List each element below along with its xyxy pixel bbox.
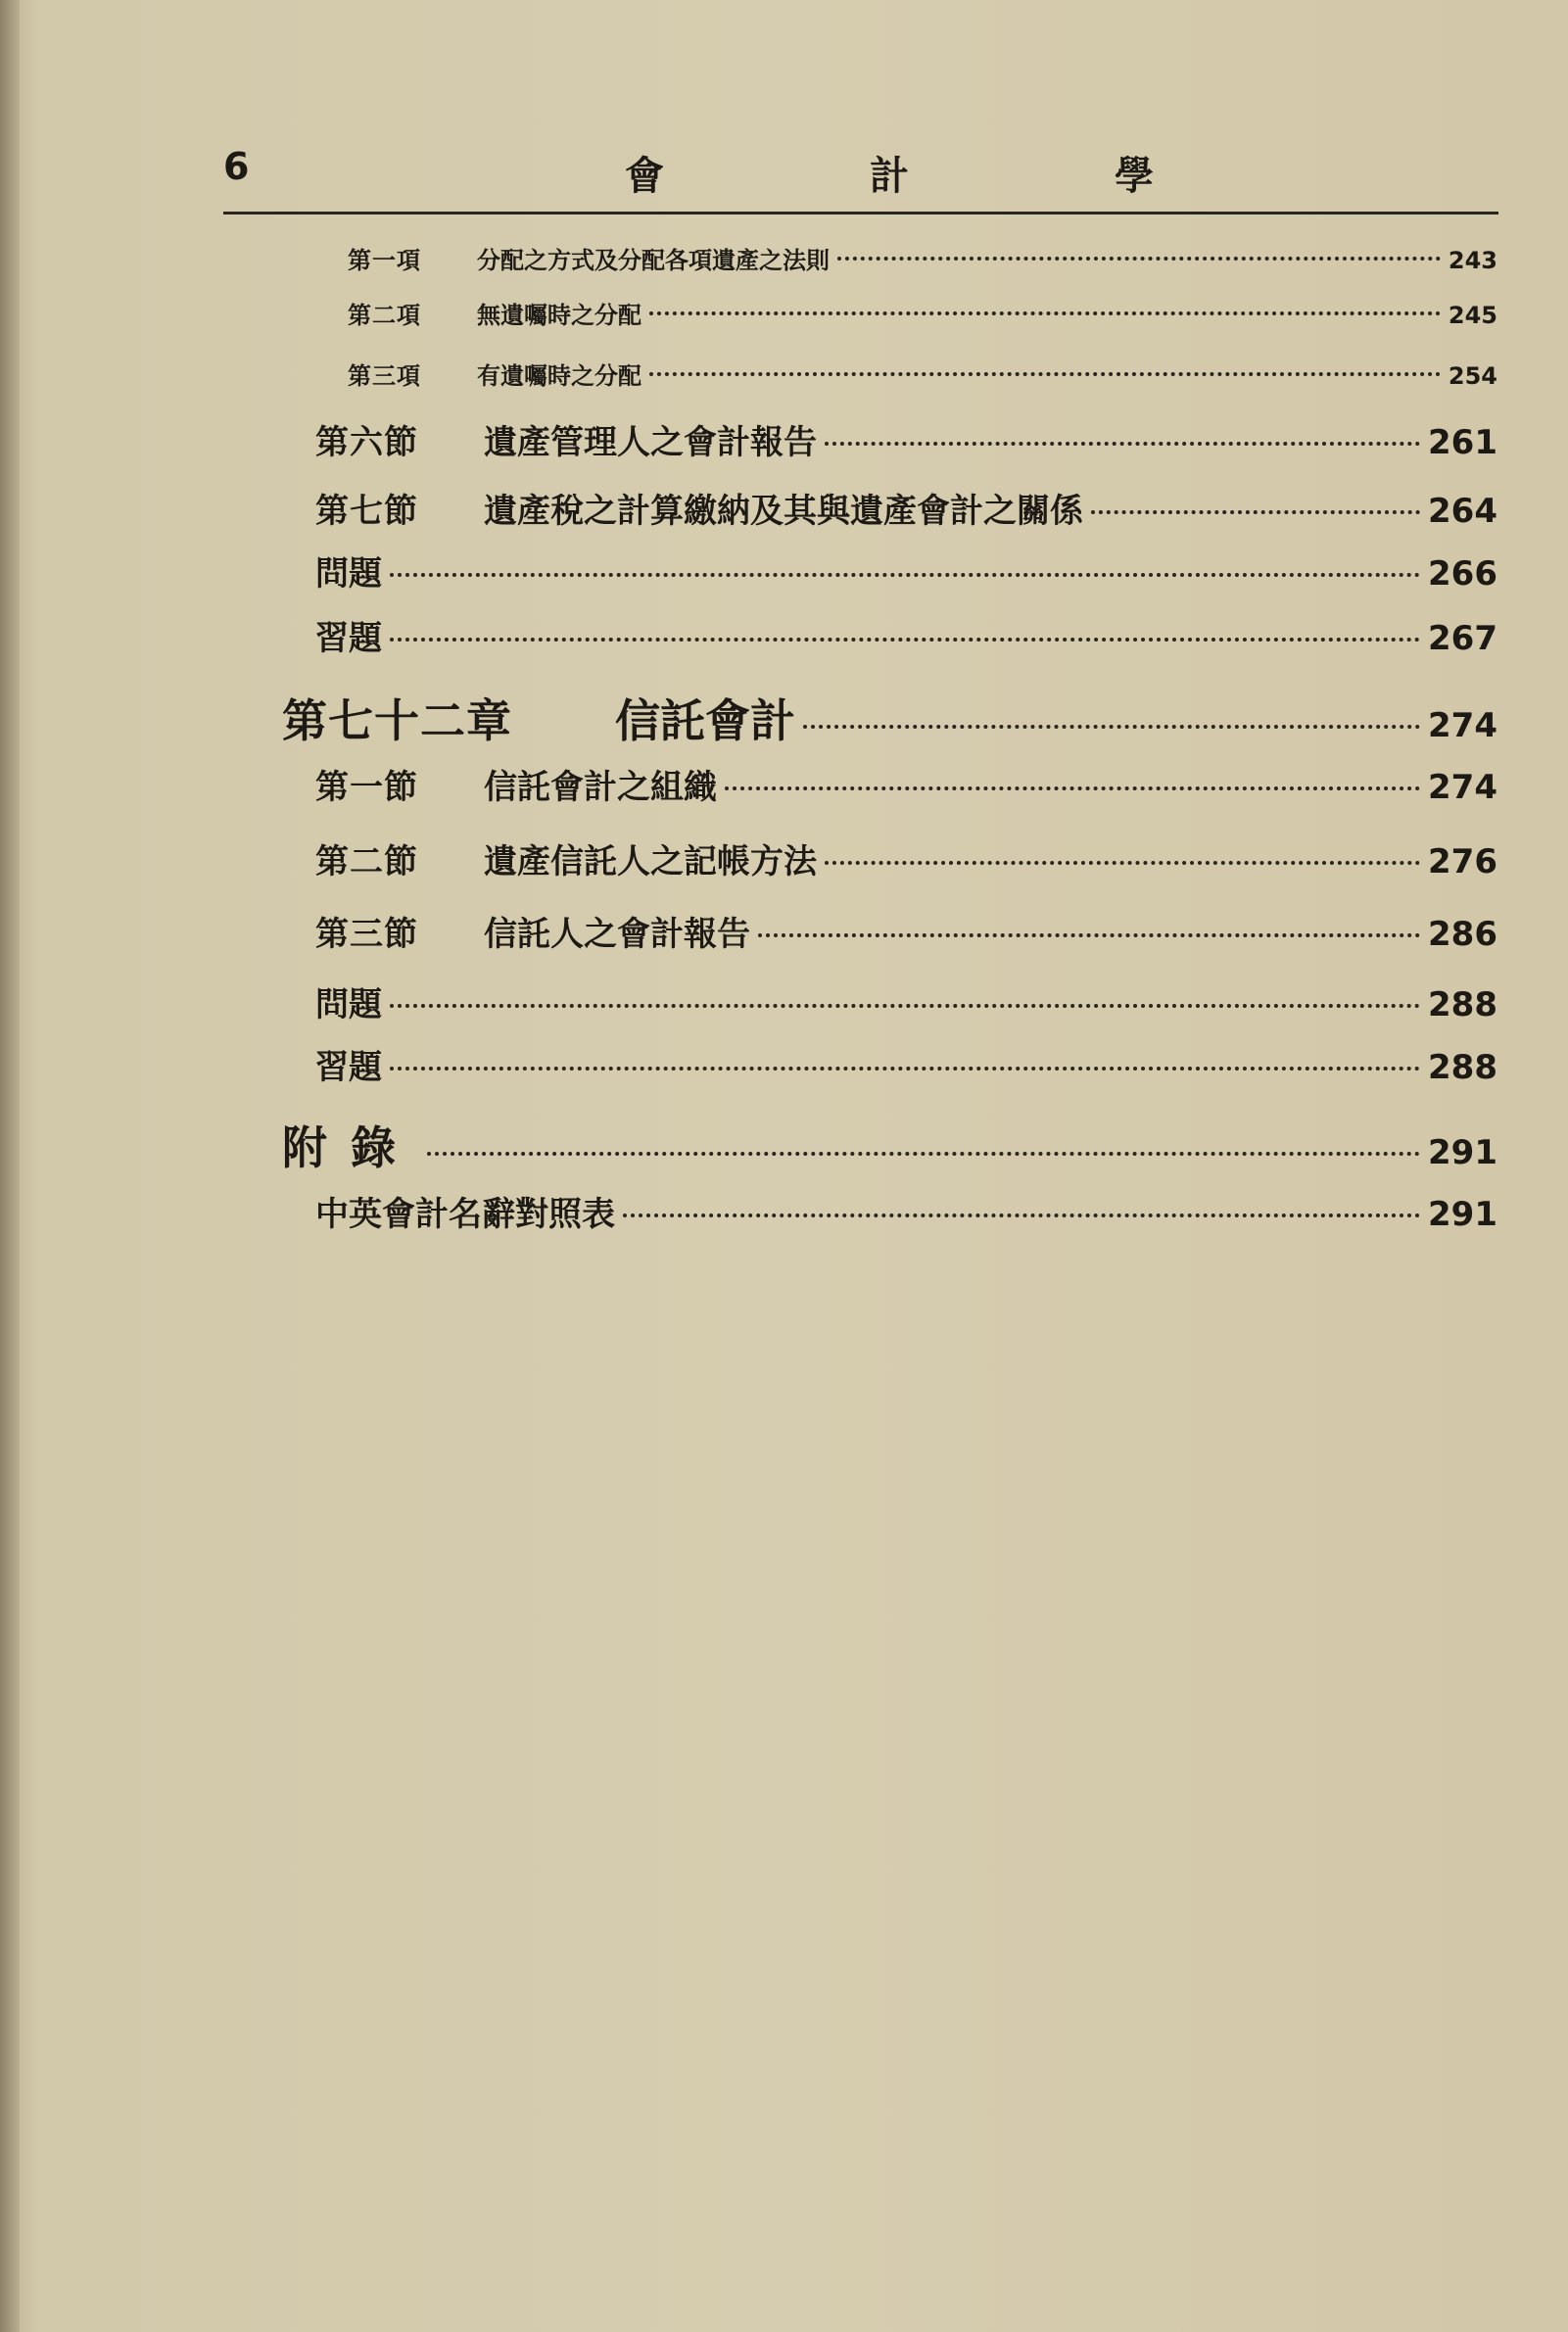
toc-subsection-entry xyxy=(348,241,1497,275)
entry-page: 276 xyxy=(1428,842,1497,881)
entry-title: 信託會計 xyxy=(615,694,795,747)
entry-title: 有遺囑時之分配 xyxy=(477,361,641,390)
dot-leader xyxy=(390,573,1420,577)
entry-title: 問題 xyxy=(315,985,382,1024)
running-title xyxy=(625,145,1154,201)
dot-leader xyxy=(649,372,1441,376)
entry-page: 288 xyxy=(1428,1048,1497,1087)
toc-section-entry xyxy=(315,760,1497,808)
entry-number: 第三節 xyxy=(315,915,418,954)
dot-leader xyxy=(803,725,1420,729)
entry-number: 第二項 xyxy=(348,301,421,329)
toc-section-entry xyxy=(315,907,1497,955)
entry-title: 習題 xyxy=(315,1048,382,1087)
entry-page: 243 xyxy=(1448,247,1497,274)
dot-leader xyxy=(427,1152,1420,1156)
entry-number: 第一節 xyxy=(315,768,418,807)
dot-leader xyxy=(390,1004,1420,1008)
entry-title: 問題 xyxy=(315,554,382,594)
entry-title: 中英會計名辭對照表 xyxy=(315,1195,615,1234)
entry-number: 第七十二章 xyxy=(282,694,512,747)
toc-chapter-entry xyxy=(282,686,1497,750)
dot-leader xyxy=(725,786,1420,790)
toc-section-entry xyxy=(315,415,1497,463)
toc-entry-questions xyxy=(315,977,1497,1025)
toc-subsection-entry xyxy=(348,296,1497,330)
entry-number: 第七節 xyxy=(315,492,418,531)
entry-page: 274 xyxy=(1428,768,1497,807)
entry-title: 信託會計之組織 xyxy=(484,768,717,807)
entry-page: 266 xyxy=(1428,554,1497,594)
toc-section-entry xyxy=(315,834,1497,882)
dot-leader xyxy=(390,638,1420,642)
entry-number: 第六節 xyxy=(315,423,418,462)
entry-title: 遺產信託人之記帳方法 xyxy=(484,842,817,881)
entry-page: 261 xyxy=(1428,423,1497,462)
toc-section-entry xyxy=(315,484,1497,532)
page-number: 6 xyxy=(223,145,250,188)
entry-page: 267 xyxy=(1428,619,1497,658)
toc-glossary-entry xyxy=(315,1187,1497,1235)
header-rule xyxy=(223,212,1498,214)
running-title-char: 會 xyxy=(625,153,664,199)
dot-leader xyxy=(825,861,1420,865)
entry-number: 第一項 xyxy=(348,246,421,274)
toc-entry-exercises xyxy=(315,611,1497,659)
entry-page: 254 xyxy=(1448,362,1497,390)
entry-title: 習題 xyxy=(315,619,382,658)
dot-leader xyxy=(623,1214,1420,1217)
entry-number: 第二節 xyxy=(315,842,418,881)
dot-leader xyxy=(825,442,1420,446)
entry-title: 遺產稅之計算繳納及其與遺產會計之關係 xyxy=(484,492,1083,531)
entry-title: 無遺囑時之分配 xyxy=(477,301,641,329)
entry-title: 遺產管理人之會計報告 xyxy=(484,423,817,462)
entry-page: 274 xyxy=(1428,706,1497,745)
toc-entry-exercises xyxy=(315,1040,1497,1088)
entry-number: 第三項 xyxy=(348,361,421,390)
toc-entry-questions xyxy=(315,547,1497,595)
entry-page: 288 xyxy=(1428,985,1497,1024)
dot-leader xyxy=(649,311,1441,315)
dot-leader xyxy=(390,1067,1420,1071)
running-title-char: 學 xyxy=(1115,153,1154,199)
entry-page: 286 xyxy=(1428,915,1497,954)
page-spine-shadow xyxy=(0,0,20,2332)
entry-title: 附錄 xyxy=(282,1121,419,1174)
entry-title: 信託人之會計報告 xyxy=(484,915,750,954)
dot-leader xyxy=(1091,510,1420,514)
page-header xyxy=(223,145,1497,204)
dot-leader xyxy=(758,933,1420,937)
entry-title: 分配之方式及分配各項遺產之法則 xyxy=(477,246,830,274)
entry-page: 291 xyxy=(1428,1133,1497,1172)
entry-page: 245 xyxy=(1448,302,1497,329)
toc-subsection-entry xyxy=(348,357,1497,391)
entry-page: 291 xyxy=(1428,1195,1497,1234)
running-title-char: 計 xyxy=(870,153,909,199)
dot-leader xyxy=(837,257,1441,261)
toc-appendix-entry xyxy=(282,1113,1497,1177)
entry-page: 264 xyxy=(1428,492,1497,531)
